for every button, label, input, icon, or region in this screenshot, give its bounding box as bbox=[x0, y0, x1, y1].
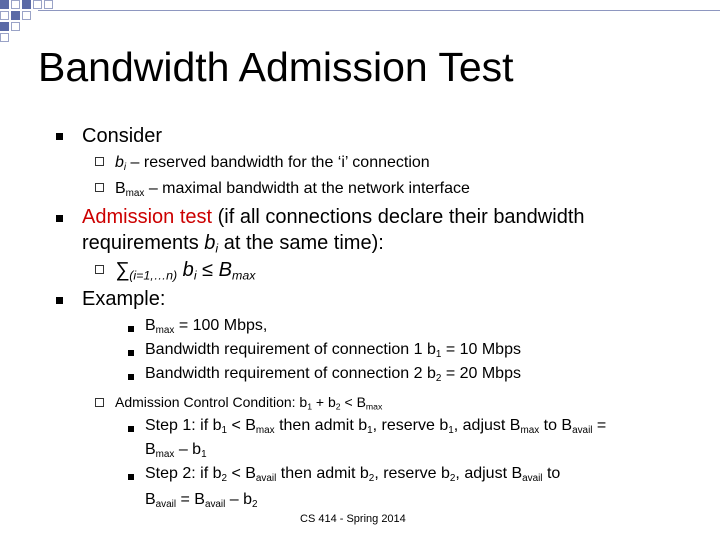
bullet-icon bbox=[56, 215, 63, 222]
bullet-icon bbox=[128, 474, 134, 480]
admission-line-2: requirements $b_i$ at the same time): bbox=[82, 232, 384, 256]
consider-item-bi: $b_i$ – reserved bandwidth for the ‘i’ connection bbox=[115, 154, 430, 173]
bullet-icon bbox=[128, 326, 134, 332]
hollow-bullet-icon bbox=[95, 183, 104, 192]
consider-item-bmax: $B_{max}$ – maximal bandwidth at the network interface bbox=[115, 180, 470, 199]
title-rule bbox=[38, 10, 720, 11]
step-2-line-2: $B_{avail} = B_{avail} - b_2$ bbox=[145, 491, 258, 510]
step-1-line-2: $B_{max} - b_1$ bbox=[145, 441, 207, 460]
admission-formula: $\sum_{(i=1,\dots n)}$ $b_i \le B_{max}$ bbox=[115, 259, 256, 283]
step-2-line-1: Step 2: if $b_2 < B_{avail}$ then admit $b_2$, reserve $b_2$, adjust $B_{avail}$ to bbox=[145, 465, 561, 484]
example-item: $B_{max} = 100$ Mbps, bbox=[145, 317, 268, 336]
step-1-line-1: Step 1: if $b_1 < B_{max}$ then admit $b_1$, reserve $b_1$, adjust $B_{max}$ to $B_{avail}$ = bbox=[145, 417, 607, 436]
bullet-icon bbox=[56, 297, 63, 304]
example-item: Bandwidth requirement of connection 2 $b_2 = 20$ Mbps bbox=[145, 365, 521, 384]
admission-line-1: Admission test (if all connections declare their bandwidth bbox=[82, 206, 585, 228]
slide-title: Bandwidth Admission Test bbox=[38, 44, 514, 90]
hollow-bullet-icon bbox=[95, 265, 104, 274]
hollow-bullet-icon bbox=[95, 157, 104, 166]
example-label: Example: bbox=[82, 288, 166, 310]
example-item: Bandwidth requirement of connection 1 $b_1 = 10$ Mbps bbox=[145, 341, 521, 360]
bullet-icon bbox=[56, 133, 63, 140]
bullet-icon bbox=[128, 426, 134, 432]
consider-label: Consider bbox=[82, 125, 163, 147]
slide-footer: CS 414 - Spring 2014 bbox=[300, 513, 406, 525]
bullet-icon bbox=[128, 350, 134, 356]
bullet-icon bbox=[128, 374, 134, 380]
hollow-bullet-icon bbox=[95, 398, 104, 407]
admission-control-condition: Admission Control Condition: $b_1 + b_2 < B_{max}$ bbox=[115, 394, 383, 412]
